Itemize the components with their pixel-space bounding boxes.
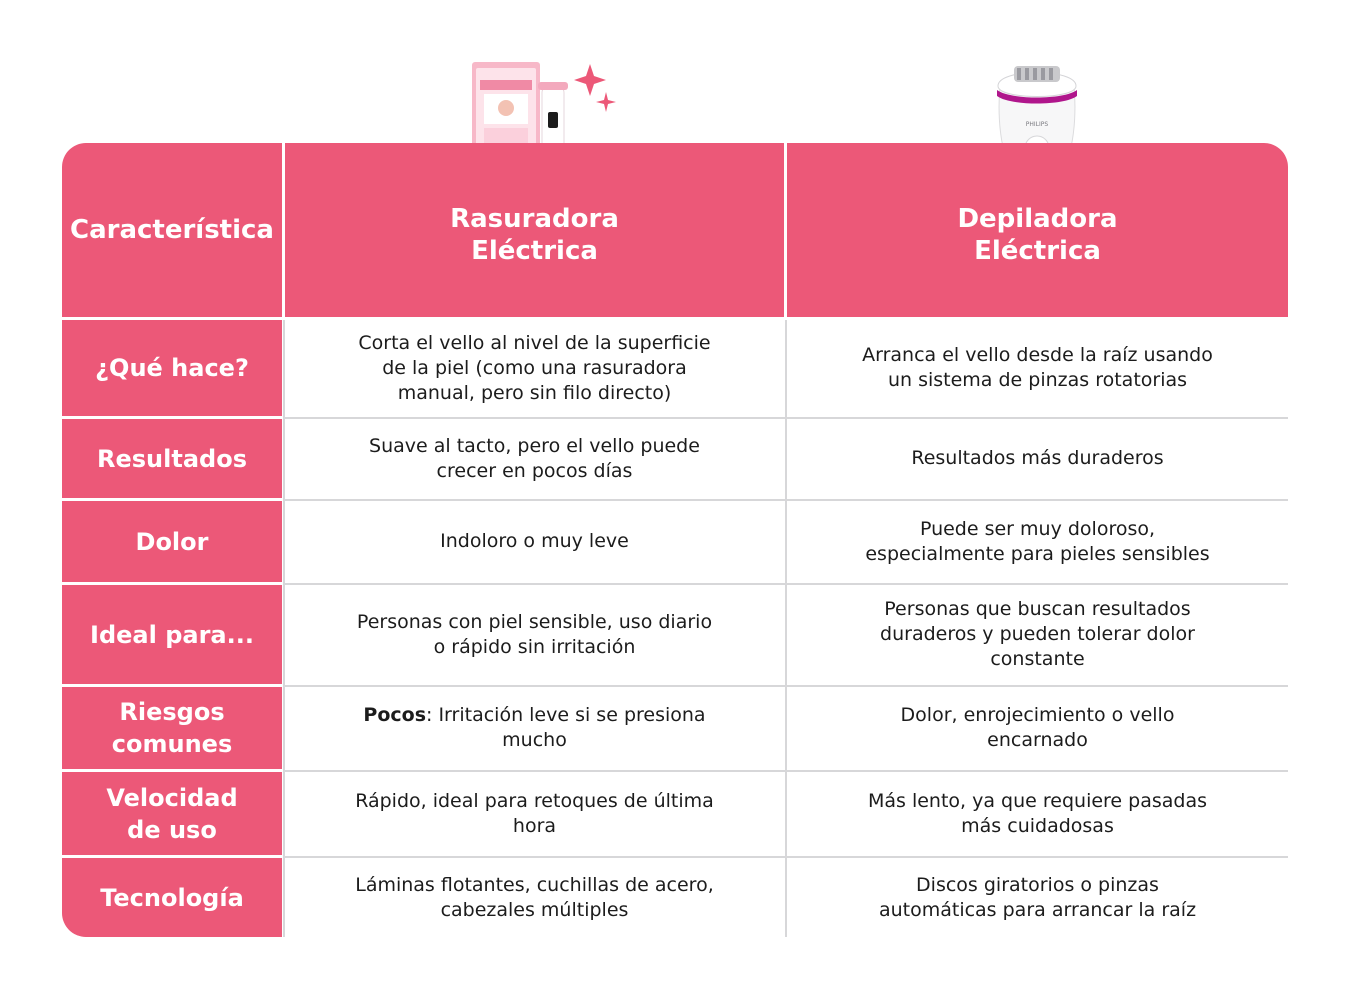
- row-resultados-a: [285, 419, 784, 498]
- row-ideal-para-b: [787, 585, 1288, 684]
- header-feature-label: Característica: [70, 215, 274, 245]
- header-product-b-cell: [787, 143, 1288, 317]
- cell-text: Discos giratorios o pinzas automáticas para arrancar la raíz: [878, 873, 1197, 921]
- cell-bold-prefix: Pocos: [363, 704, 427, 726]
- row-velocidad-b: [787, 772, 1288, 855]
- row-velocidad-a: [285, 772, 784, 855]
- row-label-que-hace: [62, 320, 282, 416]
- cell-text: Suave al tacto, pero el vello puede crecer en pocos días: [369, 434, 700, 482]
- column-divider: [785, 320, 787, 937]
- cell-text: Puede ser muy doloroso, especialmente para pieles sensibles: [865, 517, 1210, 565]
- row-label-text: Ideal para...: [90, 620, 254, 649]
- cell-text: Corta el vello al nivel de la superficie de la piel (como una rasuradora manual, pero sin filo directo): [358, 331, 711, 404]
- row-ideal-para-a: [285, 585, 784, 684]
- row-tecnologia-a: [285, 858, 784, 937]
- row-tecnologia-b: [787, 858, 1288, 937]
- row-label-text: Velocidad de uso: [106, 783, 238, 844]
- sparkle-icon: [574, 64, 616, 112]
- row-dolor-a: [285, 501, 784, 582]
- row-riesgos-b: [787, 687, 1288, 769]
- cell-text: Rápido, ideal para retoques de última hora: [355, 789, 714, 837]
- comparison-table: [62, 143, 1288, 937]
- label-gap: [62, 317, 1288, 320]
- label-gap: [62, 684, 282, 687]
- row-dolor-b: [787, 501, 1288, 582]
- cell-text: Personas que buscan resultados duraderos y pueden tolerar dolor constante: [880, 598, 1195, 670]
- cell-text: Indoloro o muy leve: [440, 530, 629, 552]
- header-gap: [784, 143, 787, 320]
- cell-text: Más lento, ya que requiere pasadas más cuidadosas: [867, 789, 1208, 837]
- cell-text: Arranca el vello desde la raíz usando un sistema de pinzas rotatorias: [862, 344, 1213, 391]
- cell-text-rest: : Irritación leve si se presiona mucho: [426, 704, 706, 751]
- row-resultados-b: [787, 419, 1288, 498]
- cell-text: Láminas flotantes, cuchillas de acero, cabezales múltiples: [355, 873, 714, 921]
- row-label-tecnologia: [62, 858, 282, 937]
- row-label-text: Resultados: [97, 444, 247, 473]
- row-label-text: Dolor: [135, 527, 209, 556]
- row-riesgos-a: [285, 687, 784, 769]
- row-label-text: Tecnología: [100, 883, 244, 912]
- row-que-hace-a: [285, 320, 784, 416]
- header-gap: [282, 143, 285, 320]
- row-label-text: Riesgos comunes: [111, 698, 233, 758]
- row-label-resultados: [62, 419, 282, 498]
- row-label-velocidad: [62, 772, 282, 855]
- cell-text: [363, 703, 705, 753]
- header-product-b-label: Depiladora Eléctrica: [957, 204, 1118, 266]
- header-product-a-cell: [285, 143, 784, 317]
- label-gap: [62, 582, 282, 585]
- column-divider: [283, 320, 285, 937]
- cell-text: Resultados más duraderos: [911, 447, 1164, 469]
- cell-text: Dolor, enrojecimiento o vello encarnado: [900, 704, 1175, 751]
- row-label-text: ¿Qué hace?: [95, 354, 249, 382]
- epilator-brand-label: PHILIPS: [1025, 121, 1049, 128]
- header-feature-cell: [62, 143, 282, 317]
- label-gap: [62, 416, 282, 419]
- row-label-ideal-para: [62, 585, 282, 684]
- label-gap: [62, 855, 282, 858]
- row-label-riesgos: [62, 687, 282, 769]
- row-label-dolor: [62, 501, 282, 582]
- row-que-hace-b: [787, 320, 1288, 416]
- header-product-a-label: Rasuradora Eléctrica: [450, 204, 619, 266]
- label-gap: [62, 498, 282, 501]
- label-gap: [62, 769, 282, 772]
- cell-text: Personas con piel sensible, uso diario o rápido sin irritación: [356, 610, 713, 658]
